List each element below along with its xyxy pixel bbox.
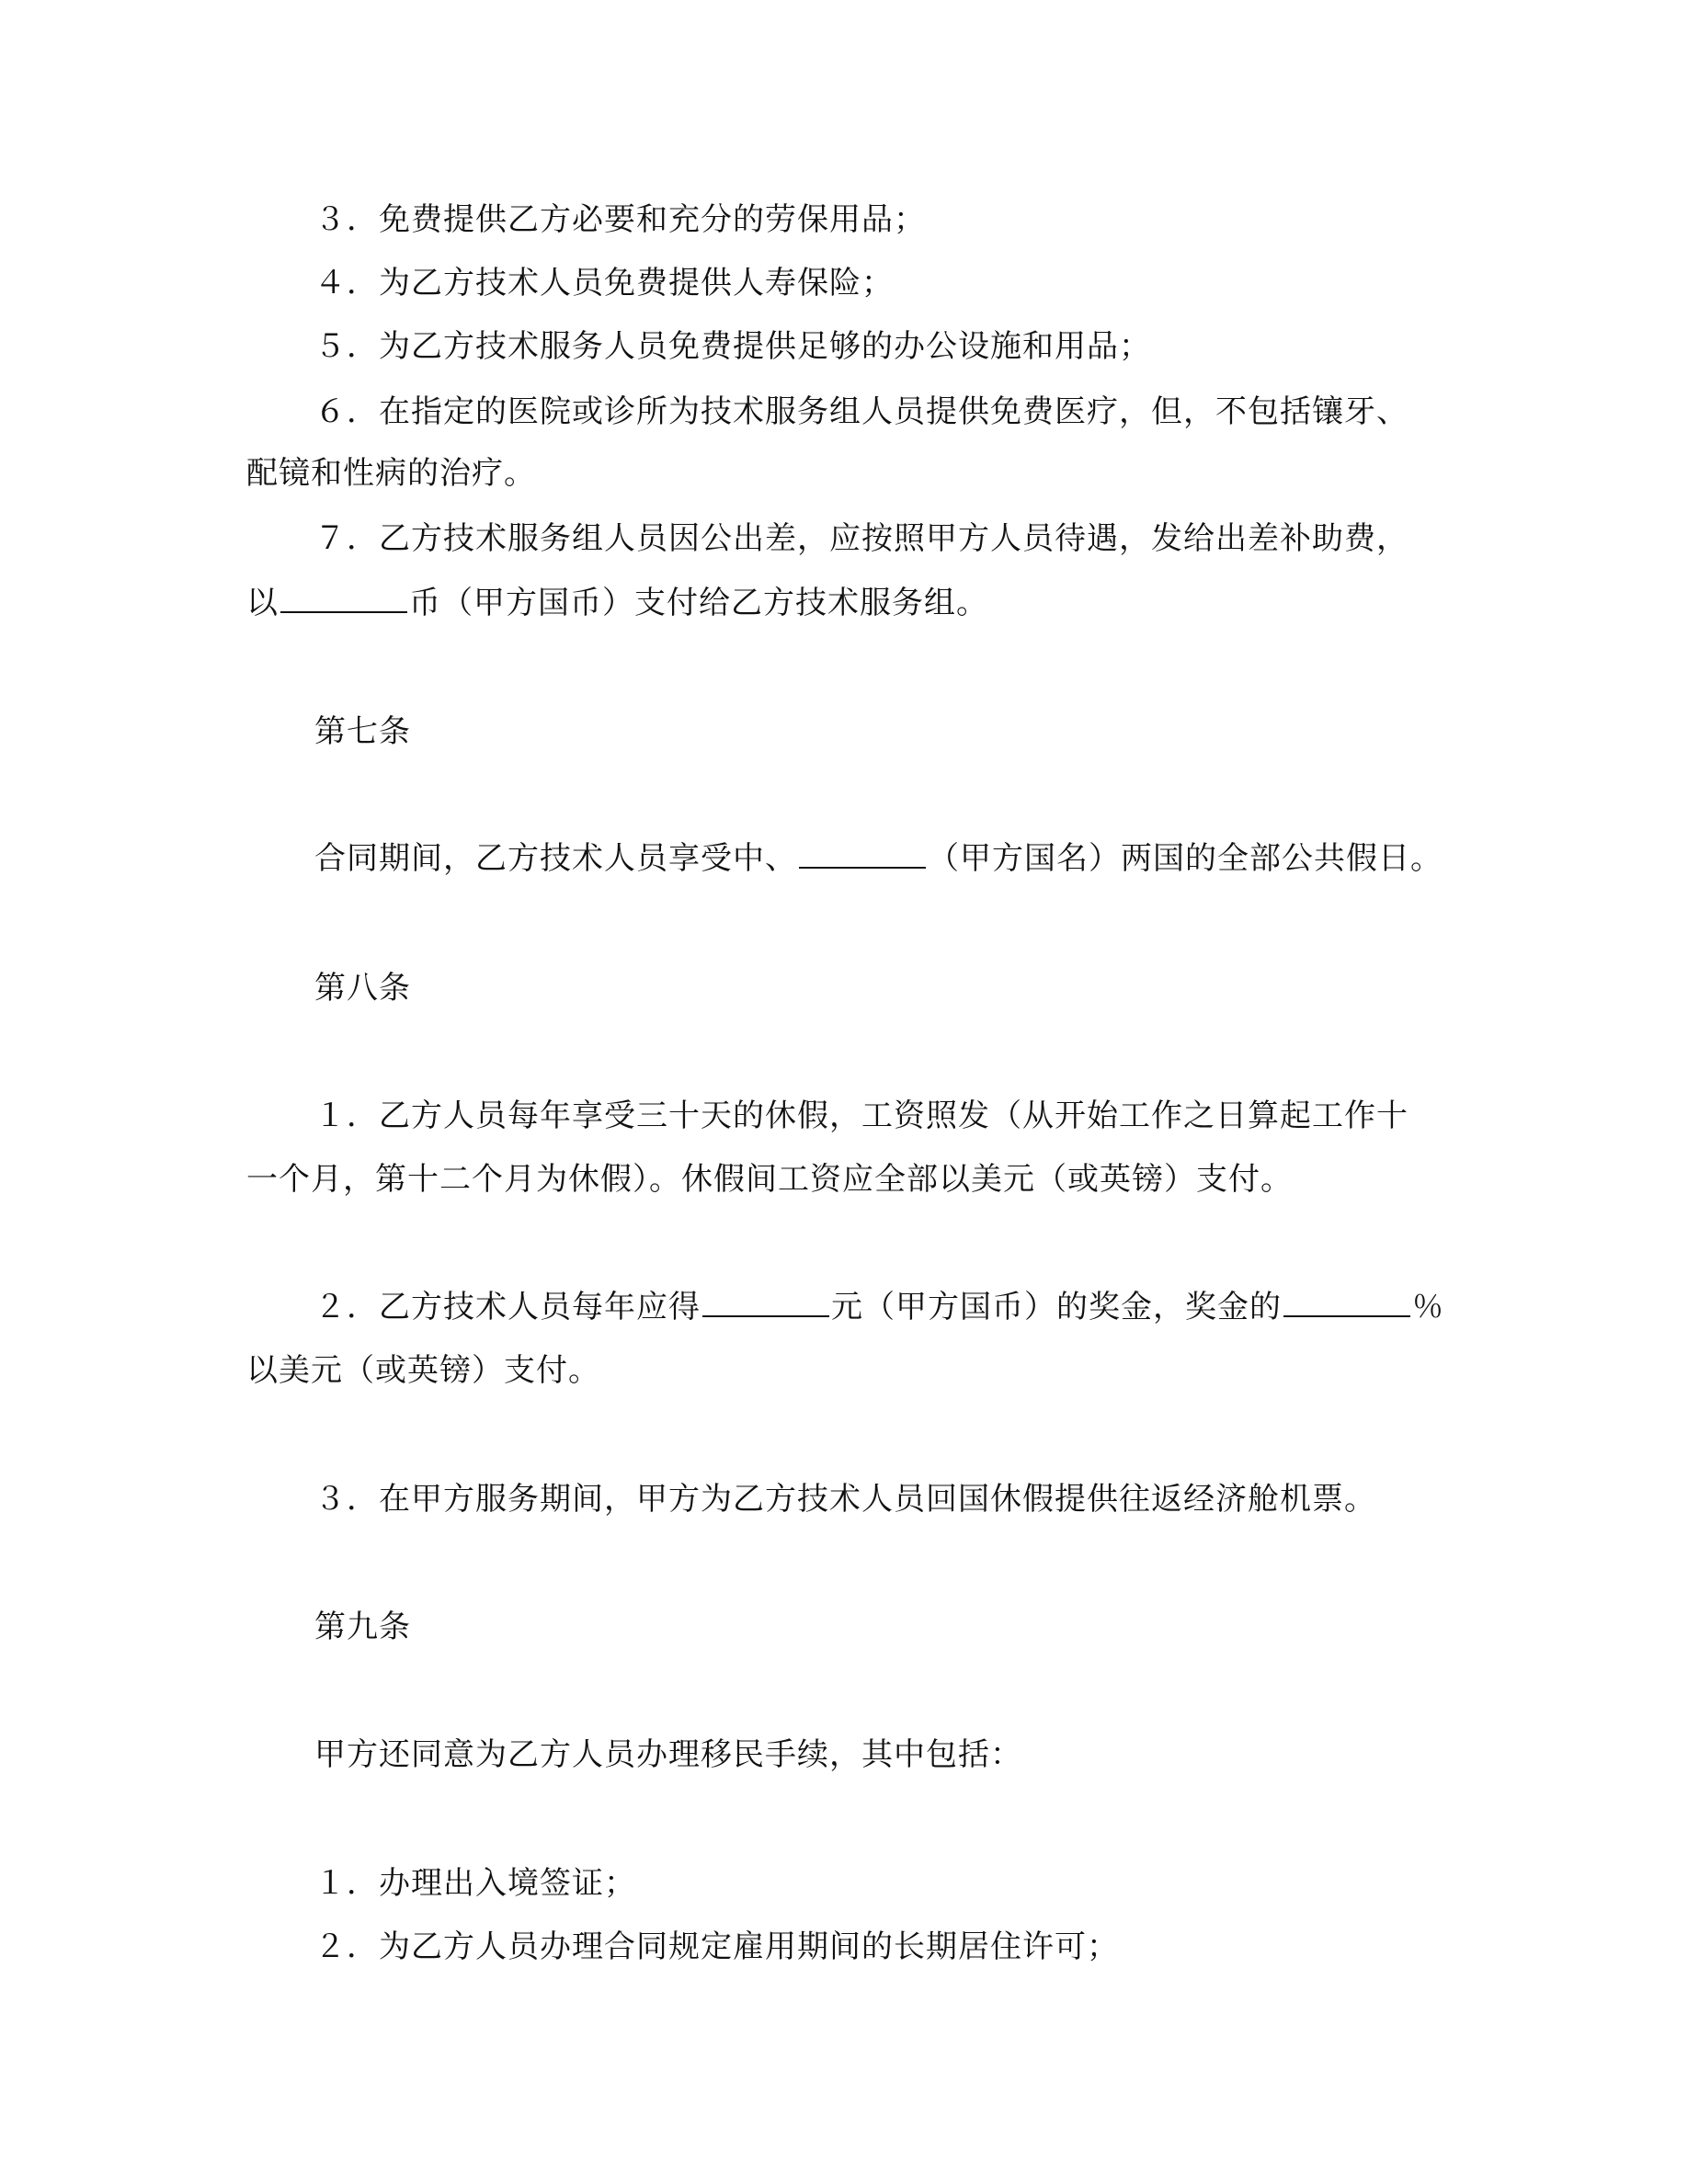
clause-text: 元（甲方国币）的奖金，奖金的 (831, 1289, 1282, 1325)
article-9-item-1 (314, 1863, 636, 1904)
heading-text: 第八条 (314, 970, 411, 1007)
clause-text: 甲方还同意为乙方人员办理移民手续，其中包括： (314, 1736, 1022, 1773)
clause-text: ６．在指定的医院或诊所为技术服务组人员提供免费医疗，但，不包括镶牙、 (314, 393, 1409, 430)
article-heading-7 (314, 711, 411, 752)
fill-in-blank (1283, 1288, 1410, 1317)
clause-text: ４．为乙方技术人员免费提供人寿保险； (314, 265, 894, 301)
clause-item-7 (314, 518, 1409, 559)
clause-item-7-continued (246, 583, 988, 623)
fill-in-blank (702, 1288, 829, 1317)
clause-text: ％ (1412, 1289, 1444, 1325)
clause-text: 合同期间，乙方技术人员享受中、 (314, 840, 797, 877)
clause-text: ５．为乙方技术服务人员免费提供足够的办公设施和用品； (314, 328, 1151, 365)
article-8-item-2 (314, 1287, 1444, 1327)
heading-text: 第九条 (314, 1609, 411, 1645)
clause-text: 配镜和性病的治疗。 (246, 455, 536, 492)
clause-text: ２．乙方技术人员每年应得 (314, 1289, 701, 1325)
article-7-body (314, 838, 1443, 879)
clause-text: 以美元（或英镑）支付。 (246, 1352, 600, 1389)
article-heading-8 (314, 968, 411, 1008)
article-8-item-1-continued (246, 1159, 1293, 1200)
heading-text: 第七条 (314, 713, 411, 750)
clause-text: ３．免费提供乙方必要和充分的劳保用品； (314, 201, 926, 238)
fill-in-blank (799, 839, 926, 869)
clause-text: ２．为乙方人员办理合同规定雇用期间的长期居住许可； (314, 1928, 1119, 1965)
clause-item-6-continued (246, 453, 536, 494)
clause-text: 币（甲方国币）支付给乙方技术服务组。 (409, 585, 988, 621)
clause-item-5 (314, 326, 1151, 367)
fill-in-blank (280, 584, 407, 613)
clause-text: ３．在甲方服务期间，甲方为乙方技术人员回国休假提供往返经济舱机票。 (314, 1481, 1376, 1518)
clause-text: １．乙方人员每年享受三十天的休假，工资照发（从开始工作之日算起工作十 (314, 1098, 1409, 1134)
clause-item-4 (314, 263, 894, 303)
clause-item-3 (314, 199, 926, 240)
article-8-item-1 (314, 1096, 1409, 1136)
article-9-item-2 (314, 1927, 1119, 1967)
clause-text: 一个月，第十二个月为休假）。休假间工资应全部以美元（或英镑）支付。 (246, 1161, 1293, 1198)
article-8-item-2-continued (246, 1350, 600, 1391)
clause-text: （甲方国名）两国的全部公共假日。 (928, 840, 1443, 877)
article-heading-9 (314, 1607, 411, 1647)
clause-text: １．办理出入境签证； (314, 1865, 636, 1902)
article-9-body (314, 1735, 1022, 1775)
clause-item-6 (314, 392, 1409, 432)
clause-text: 以 (246, 585, 279, 621)
article-8-item-3 (314, 1479, 1376, 1519)
clause-text: ７．乙方技术服务组人员因公出差，应按照甲方人员待遇，发给出差补助费， (314, 520, 1409, 557)
